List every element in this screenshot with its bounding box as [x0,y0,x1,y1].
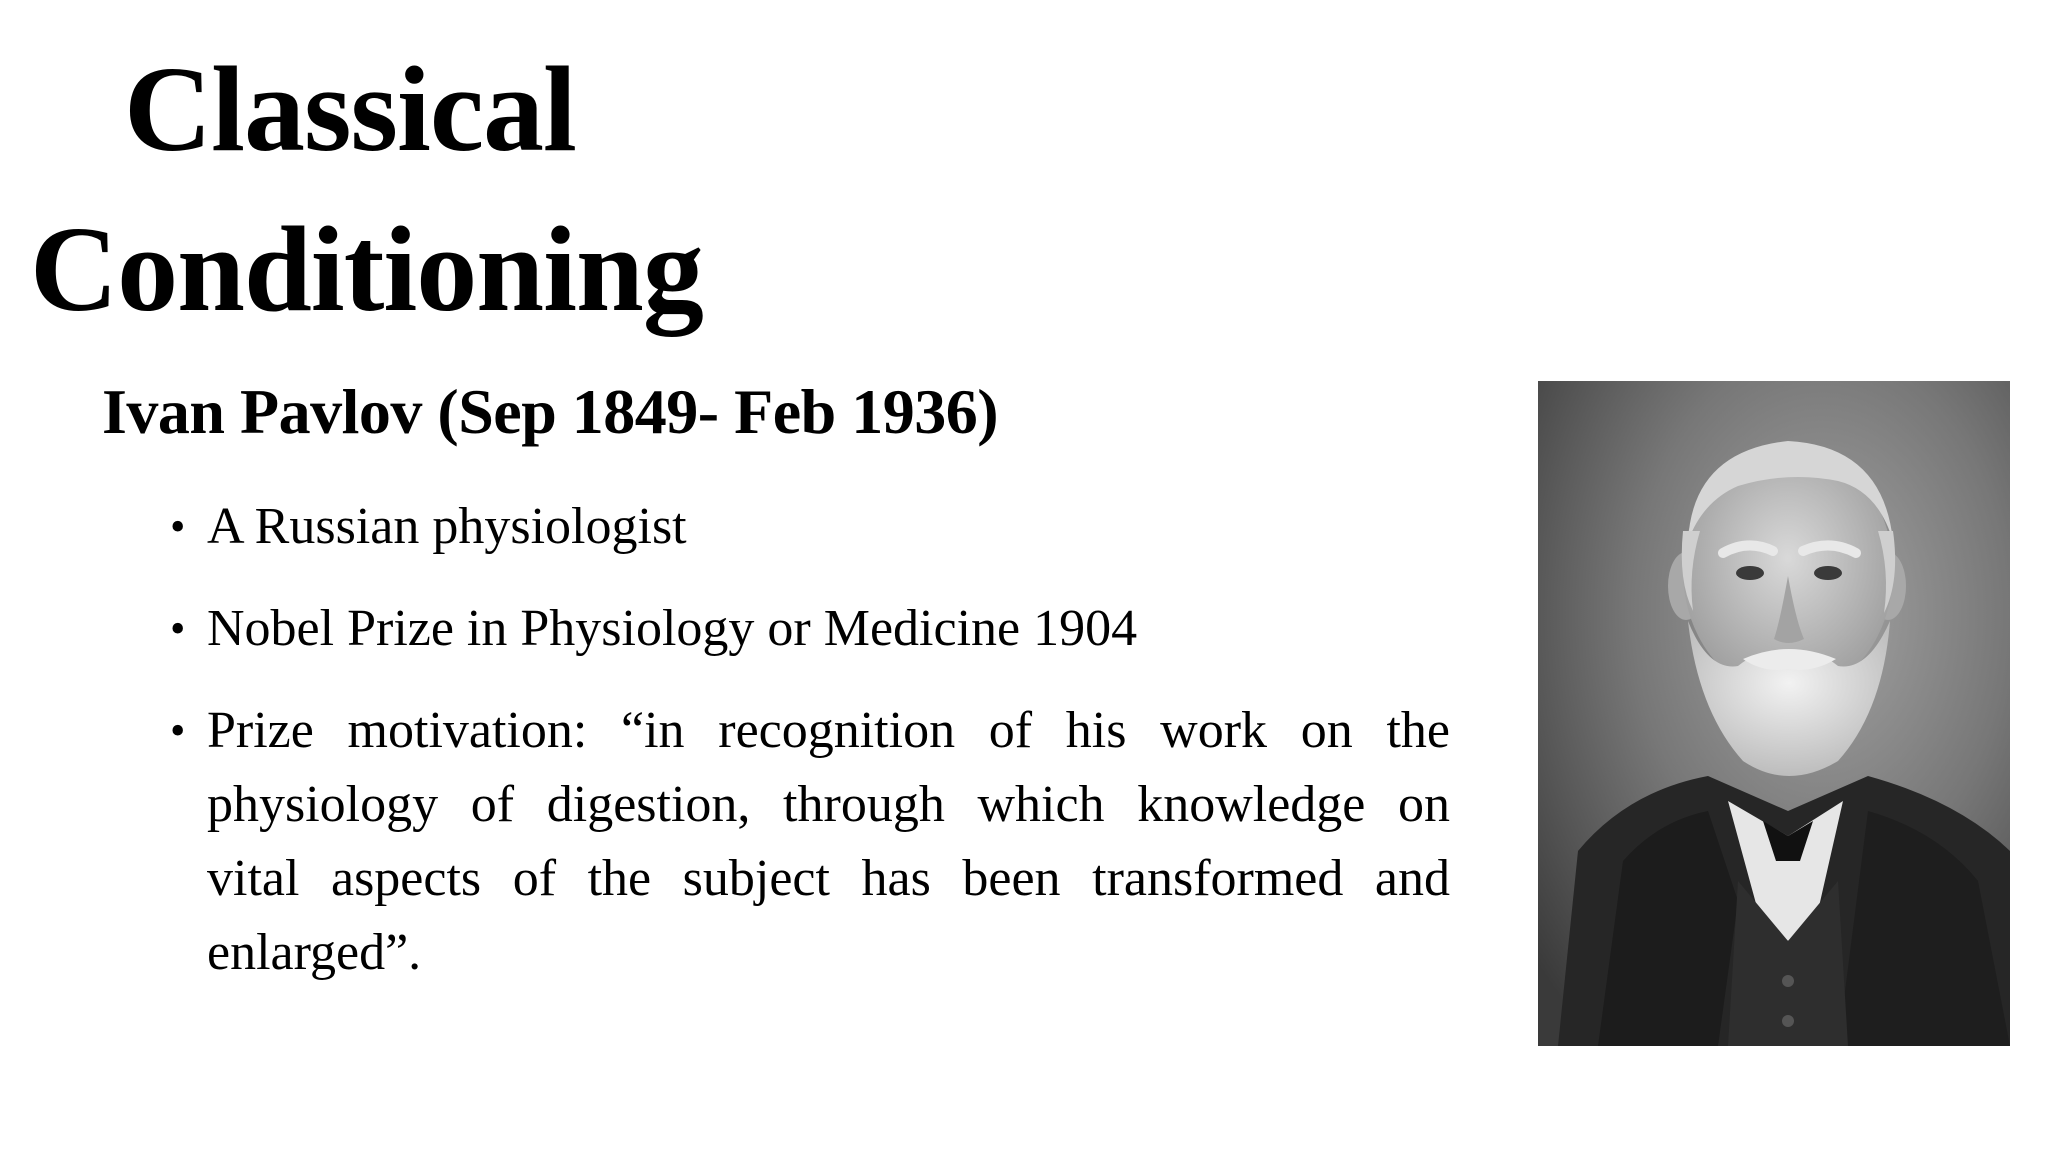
bullet-item [170,694,1450,990]
title-line-2: Conditioning [30,202,703,337]
title-line-1: Classical [124,42,576,177]
bullet-text: Prize motivation: “in recognition of his work on the physiology of digestion, through which knowledge on vital aspects of the subject has been transformed and enlarged”. [207,702,1450,981]
slide-subtitle: Ivan Pavlov (Sep 1849- Feb 1936) [102,376,998,447]
bullet-icon: • [170,604,186,653]
portrait-illustration [1538,381,2010,1046]
bullet-text: A Russian physiologist [207,498,687,555]
bullet-icon: • [170,502,186,551]
portrait-photo [1538,381,2010,1046]
bullet-item [170,490,1450,564]
bullet-item [170,592,1450,666]
bullet-icon: • [170,706,186,755]
bullet-list [170,490,1450,1018]
bullet-text: Nobel Prize in Physiology or Medicine 1904 [207,600,1138,657]
slide-title [30,30,703,350]
